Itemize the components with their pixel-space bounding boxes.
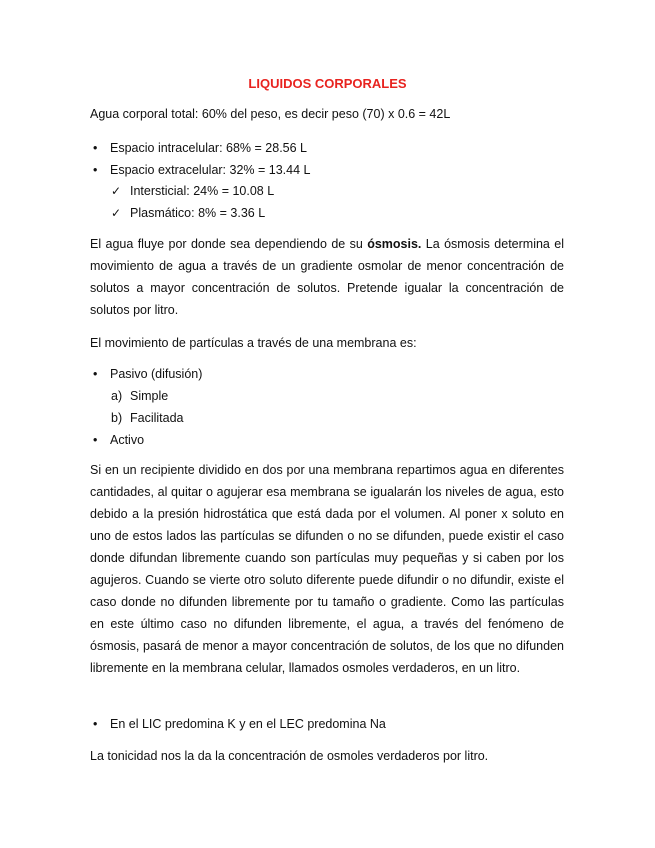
osmosis-paragraph <box>90 233 564 321</box>
list-item-interstitial: Intersticial: 24% = 10.08 L <box>130 184 275 198</box>
bullet-dot-icon: • <box>93 141 98 155</box>
list-item-intracellular: Espacio intracelular: 68% = 28.56 L <box>110 141 307 155</box>
page-title: LIQUIDOS CORPORALES <box>248 76 407 91</box>
osmosis-text-start: El agua fluye por donde sea dependiendo de su <box>90 237 368 251</box>
checkmark-icon: ✓ <box>111 184 122 198</box>
list-item-ions: En el LIC predomina K y en el LEC predomina Na <box>110 717 386 731</box>
bullet-dot-icon: • <box>93 717 98 731</box>
list-item-simple: Simple <box>130 389 169 403</box>
checkmark-icon: ✓ <box>111 206 122 220</box>
container-paragraph: Si en un recipiente dividido en dos por una membrana repartimos agua en diferentes cantidades, al quitar o agujerar esa membrana se igualarán los niveles de agua, esto debido a la presión hidrostática que está dada por el volumen. Al poner x soluto en uno de estos lados las partículas se difunden o no se difunden, puede existir el caso donde difundan libremente cuando son partículas muy pequeñas y si caben por los agujeros. Cuando se vierte otro soluto diferente puede difundir o no difundir, existe el caso donde no difunden libremente por tu tamaño o gradiente. Como las partículas en este último caso no difunden libremente, el agua, a través del fenómeno de ósmosis, pasará de menor a mayor concentración de solutos, de los que no difunden libremente en la membrana celular, llamados osmoles verdaderos, en un litro. <box>90 463 564 675</box>
bullet-dot-icon: • <box>93 163 98 177</box>
list-item-passive: Pasivo (difusión) <box>110 367 203 381</box>
list-item-active: Activo <box>110 433 145 447</box>
list-marker-a: a) <box>111 389 123 403</box>
movement-intro: El movimiento de partículas a través de una membrana es: <box>90 336 417 350</box>
list-item-extracellular: Espacio extracelular: 32% = 13.44 L <box>110 163 311 177</box>
bullet-dot-icon: • <box>93 367 98 381</box>
list-item-facilitated: Facilitada <box>130 411 184 425</box>
bullet-dot-icon: • <box>93 433 98 447</box>
osmosis-term: ósmosis. <box>367 237 422 251</box>
list-item-plasmatic: Plasmático: 8% = 3.36 L <box>130 206 266 220</box>
list-marker-b: b) <box>111 411 123 425</box>
tonicity-line: La tonicidad nos la da la concentración de osmoles verdaderos por litro. <box>90 749 489 763</box>
intro-line: Agua corporal total: 60% del peso, es decir peso (70) x 0.6 = 42L <box>90 107 451 121</box>
osmosis-text-end: La ósmosis determina el movimiento de agua a través de un gradiente osmolar de menor concentración de solutos a mayor concentración de solutos. Pretende igualar la concentración de solutos por litro. <box>90 237 565 317</box>
